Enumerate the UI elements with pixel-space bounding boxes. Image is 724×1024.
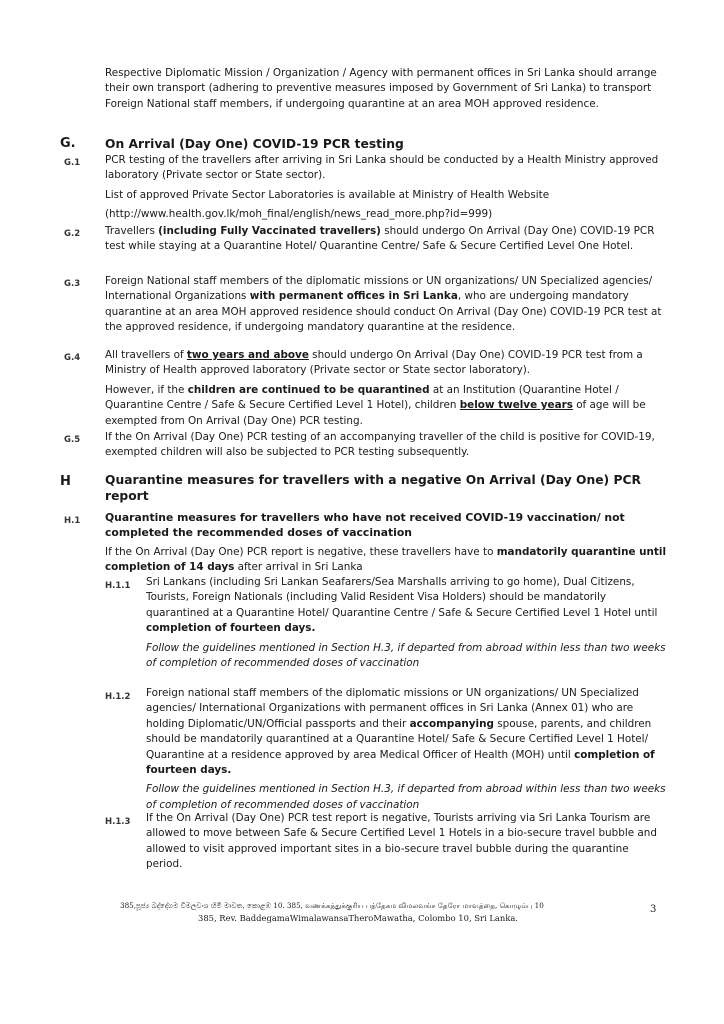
h11-italic-note: Follow the guidelines mentioned in Section H.3, if departed from abroad within less than two weeks of completion of recommended doses of vaccination xyxy=(146,641,666,670)
g4-code: G.4 xyxy=(64,353,81,363)
section-h-letter: H xyxy=(60,474,71,489)
g2-block xyxy=(105,224,670,255)
h12-italic-note: Follow the guidelines mentioned in Section H.3, if departed from abroad within less than two weeks of completion of recommended doses of vaccination xyxy=(146,783,666,811)
section-h-title: Quarantine measures for travellers with a negative On Arrival (Day One) PCR report xyxy=(105,473,641,503)
g3-text: Foreign National staff members of the diplomatic missions or UN organizations/ UN Specialized agencies/ International Organizations with permanent offices in Sri Lanka, who are undergoing mandatory quarantine at an area MOH approved residence should conduct On Arrival (Day One) COVID-19 PCR test at the approved residence, if undergoing mandatory quarantine at the residence. xyxy=(105,275,662,334)
g1-code: G.1 xyxy=(64,158,81,168)
footer-address-local: 385,පූජ්‍ය බද්දේගම විමලවංශ හිමි මාවත, කොළඹ 10. 385, வணக்கத்துக்குரிய பத்தேகம விமலவங்ச தேரோ மாவத்தை, கொழும்பு 10 xyxy=(120,901,544,910)
h1-code: H.1 xyxy=(64,516,81,526)
g1-url: (http://www.health.gov.lk/moh_final/english/news_read_more.php?id=999) xyxy=(105,208,493,221)
page-number: 3 xyxy=(650,904,657,915)
section-g-title: On Arrival (Day One) COVID-19 PCR testing xyxy=(105,137,404,151)
intro-text: Respective Diplomatic Mission / Organization / Agency with permanent offices in Sri Lanka should arrange their own transport (adhering to preventive measures imposed by Government of Sri Lanka) to transport Foreign National staff members, if undergoing quarantine at an area MOH approved residence. xyxy=(105,67,657,110)
g5-block xyxy=(105,430,670,461)
h13-code: H.1.3 xyxy=(105,817,131,827)
g1-block xyxy=(105,153,670,223)
h1-block xyxy=(105,510,670,576)
section-g-letter: G. xyxy=(60,136,76,151)
g1-list-note: List of approved Private Sector Laboratories is available at Ministry of Health Website xyxy=(105,188,550,201)
h13-block xyxy=(146,811,668,873)
h12-text: Foreign national staff members of the diplomatic missions or UN organizations/ UN Specialized agencies/ International Organizations with permanent offices in Sri Lanka (Annex 01) who are holding Diplomatic/UN/Official passports and their accompanying spouse, parents, and children should be mandatorily quarantined at a Quarantine Hotel/ Safe & Secure Certified Level 1 Hotel/ Quarantine at a residence approved by area Medical Officer of Health (MOH) until completion of fourteen days. xyxy=(146,687,655,777)
h1-text: If the On Arrival (Day One) PCR report is negative, these travellers have to mandatorily quarantine until completion of 14 days after arrival in Sri Lanka xyxy=(105,545,667,574)
h13-text: If the On Arrival (Day One) PCR test report is negative, Tourists arriving via Sri Lanka Tourism are allowed to move between Safe & Secure Certified Level 1 Hotels in a bio-secure travel bubble and allowed to visit approved important sites in a bio-secure travel bubble during the quarantine period. xyxy=(146,812,657,871)
g4-text: All travellers of two years and above should undergo On Arrival (Day One) COVID-19 PCR test from a Ministry of Health approved laboratory (Private sector or State sector laboratory). xyxy=(105,349,643,377)
h12-code: H.1.2 xyxy=(105,692,131,702)
g2-text: Travellers (including Fully Vaccinated travellers) should undergo On Arrival (Day One) COVID-19 PCR test while staying at a Quarantine Hotel/ Quarantine Centre/ Safe & Secure Certified Level One Hotel. xyxy=(105,225,655,253)
h1-heading: Quarantine measures for travellers who have not received COVID-19 vaccination/ not completed the recommended doses of vaccination xyxy=(105,511,625,540)
g2-code: G.2 xyxy=(64,229,81,239)
g4-text-2: However, if the children are continued to be quarantined at an Institution (Quarantine Hotel / Quarantine Centre / Safe & Secure Certified Level 1 Hotel), children below twelve years of age will be exempted from On Arrival (Day One) PCR testing. xyxy=(105,383,646,427)
g5-code: G.5 xyxy=(64,435,81,445)
h11-block xyxy=(146,575,668,671)
footer-address-english: 385, Rev. BaddegamaWimalawansaTheroMawatha, Colombo 10, Sri Lanka. xyxy=(198,913,519,923)
intro-paragraph xyxy=(105,66,670,112)
h12-block xyxy=(146,686,668,813)
g5-text: If the On Arrival (Day One) PCR testing of an accompanying traveller of the child is positive for COVID-19, exempted children will also be subjected to PCR testing subsequently. xyxy=(105,431,655,459)
g3-block xyxy=(105,274,670,336)
g3-code: G.3 xyxy=(64,279,81,289)
g1-text: PCR testing of the travellers after arriving in Sri Lanka should be conducted by a Health Ministry approved laboratory (Private sector or State sector). xyxy=(105,154,659,182)
h11-code: H.1.1 xyxy=(105,581,131,591)
h11-text: Sri Lankans (including Sri Lankan Seafarers/Sea Marshalls arriving to go home), Dual Citizens, Tourists, Foreign Nationals (including Valid Resident Visa Holders) should be mandatorily quarantined at a Quarantine Hotel/ Quarantine Centre / Safe & Secure Certified Level 1 Hotel until completion of fourteen days. xyxy=(146,576,658,635)
g4-block xyxy=(105,348,670,429)
